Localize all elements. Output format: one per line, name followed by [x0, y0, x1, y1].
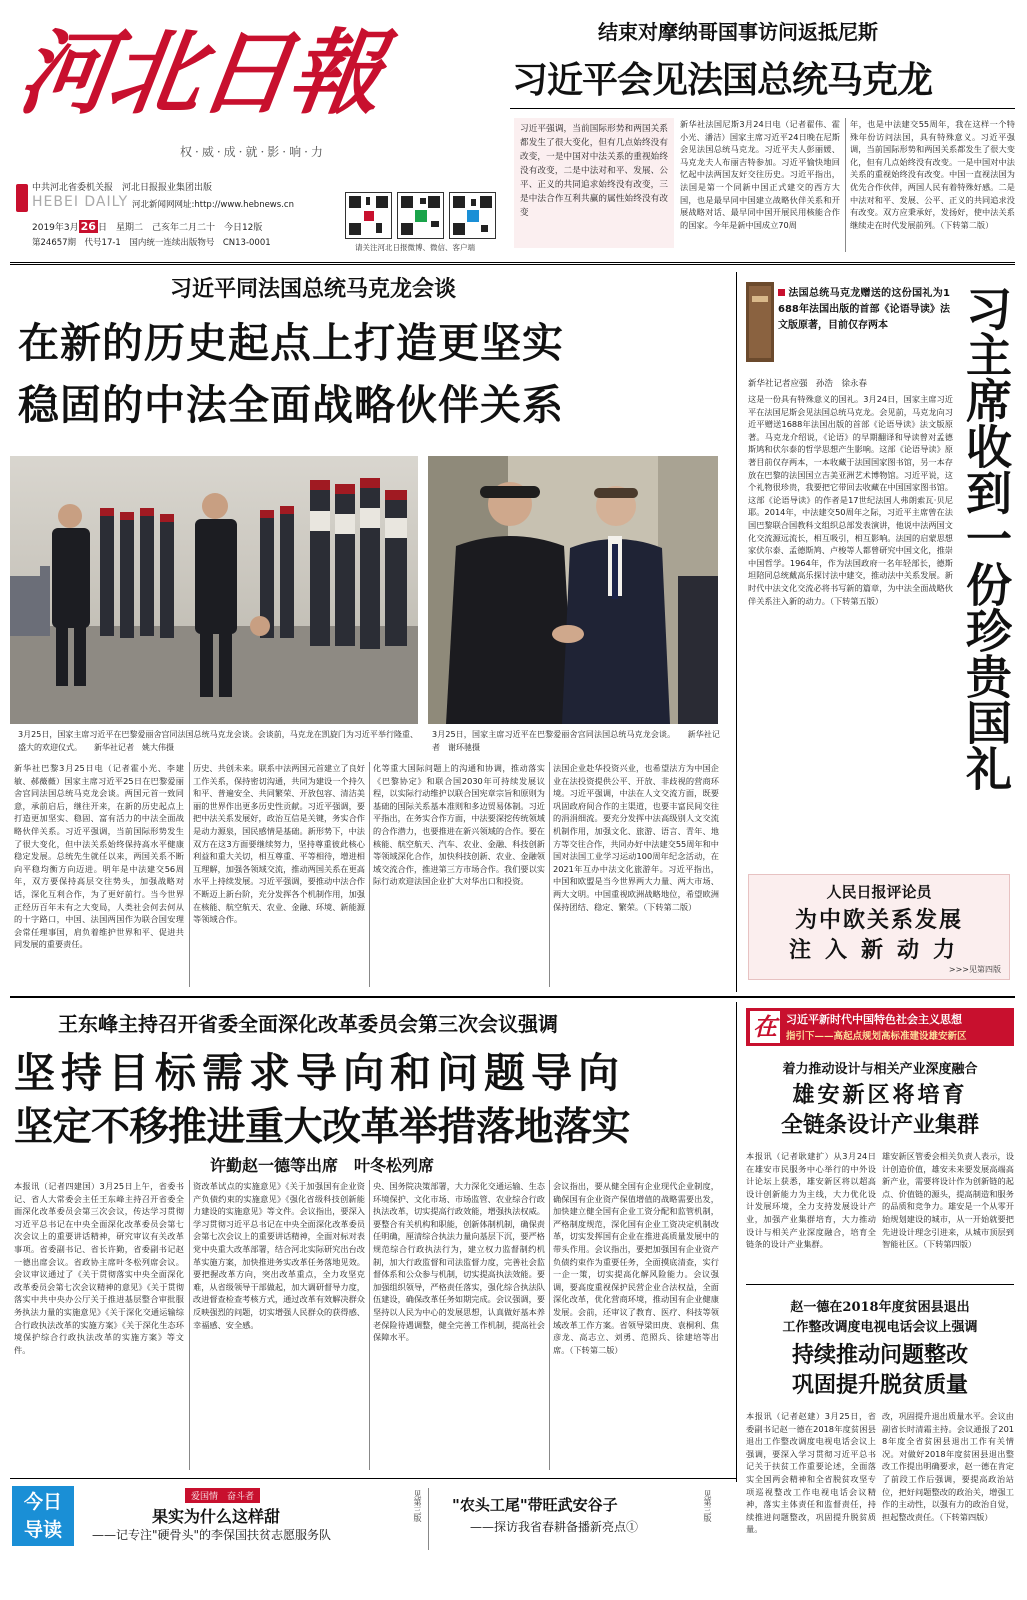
- gift-caption: 法国总统马克龙赠送的这份国礼为1688年法国出版的首部《论语导读》法文版原著，目前仅存两本: [778, 288, 950, 331]
- masthead-slogan: 权·威·成·就·影·响·力: [180, 145, 326, 159]
- poverty-title-2: 巩固提升脱贫质量: [791, 1372, 968, 1398]
- xiongan-banner: [746, 1008, 1014, 1046]
- today-index-badge[interactable]: 今日 导读: [12, 1486, 74, 1546]
- commentary-box[interactable]: [748, 874, 1010, 980]
- xiongan-banner-badge: 在: [750, 1011, 780, 1043]
- xiongan-title-2: 全链条设计产业集群: [780, 1112, 979, 1138]
- main-story-kicker: 习近平同法国总统马克龙会谈: [170, 276, 457, 302]
- promo-tag: 爱国情 奋斗者: [185, 1488, 260, 1503]
- commentary-title-2: 注入新动力: [788, 937, 969, 963]
- commentary-title-1: 为中欧关系发展: [794, 907, 963, 933]
- xiongan-banner-title: 习近平新时代中国特色社会主义思想: [786, 1013, 962, 1026]
- promo-1[interactable]: [92, 1502, 402, 1552]
- masthead-title: 河北日報: [12, 19, 388, 127]
- masthead-website: 河北新闻网网址:http://www.hebnews.cn: [132, 200, 294, 210]
- qr-caption: 请关注河北日报微博、微信、客户端: [355, 243, 475, 252]
- reform-col-4: 会议指出，要从健全国有企业现代企业制度，确保国有企业资产保值增值的战略需要出发，加快建立健全国有企业工资分配和监管机制，严格制度规范，深化国有企业工资决定机制改革，切实发挥国有企业在推进高质量发展中的带头作用。会议指出，要把加强国有企业资产负债约束作为重要任务，全面摸底清查，实行一企一策，切实提高化解风险能力。会议强调，要高度重视保护民营企业合法权益，全面深化改革，优化营商环境，推动国有企业健康发展。会前，还审议了教育、医疗、科技等领域改革工作方案。省领导梁田庚、袁桐利、焦彦龙、高志立、刘勇、范照兵、徐建培等出席。（下转第二版）: [553, 1181, 719, 1355]
- masthead-organ: 中共河北省委机关报 河北日报报业集团出版: [32, 183, 213, 193]
- poverty-col-2: 改，巩固提升退出质量水平。会议由副省长时清霜主持。会议通报了2018年度全省贫困县退出工作有关情况。对做好2018年度贫困县退出整改工作提出明确要求，赵一德在肯定了前段工作后强调，要提高政治站位，把好问题整改的政治关，增强工作的主动性，以强有力的政治自觉，担起整改责任。（下转第四版）: [882, 1411, 1014, 1522]
- qr-app-icon[interactable]: [449, 192, 496, 239]
- poverty-title-1: 持续推动问题整改: [791, 1342, 968, 1368]
- masthead-logo-mark: [16, 184, 28, 212]
- reform-headline-2: 坚定不移推进重大改革举措落地落实: [14, 1104, 631, 1150]
- xiongan-banner-sub: 指引下——高起点规划高标准建设雄安新区: [786, 1031, 967, 1042]
- masthead-english: HEBEI DAILY: [32, 194, 129, 210]
- promo-2-subtitle: ——探访我省春耕备播新亮点①: [470, 1520, 639, 1534]
- top-story-highlight: 习近平强调，当前国际形势和两国关系都发生了很大变化，但有几点始终没有改变，一是中国对中法关系的重视始终没有改变，二是中法对和平、发展、公平、正义的共同追求始终没有改变，三是中法合作互利共赢的属性始终没有改变: [514, 118, 674, 248]
- main-story-headline-2: 稳固的中法全面战略伙伴关系: [18, 381, 564, 429]
- reform-subhead: 许勤赵一德等出席 叶冬松列席: [210, 1156, 435, 1175]
- reform-col-2: 资改革试点的实施意见》《关于加强国有企业资产负债约束的实施意见》《强化省级科技创新能力建设的实施意见》等文件。会议指出，要深入学习贯彻习近平总书记在中央全面深化改革委员会第七次会议上的重要讲话精神，全面对标对表党中央重大改革部署，结合河北实际研究出台改革实施方案，加快推进务实改革任务落地见效。要把握改革方向，突出改革重点，全力攻坚克难，从省级领导干部做起，加大调研督导力度，改进督查检查考核方式，通过改革有效解决群众反映强烈的问题，切实增强人民群众的获得感、幸福感、安全感。: [193, 1181, 365, 1330]
- qr-weibo-icon[interactable]: [345, 192, 392, 239]
- reform-kicker: 王东峰主持召开省委全面深化改革委员会第三次会议强调: [58, 1012, 558, 1036]
- main-story-col-3: 化等重大国际问题上的沟通和协调，推动落实《巴黎协定》和联合国2030年可持续发展议程，以实际行动维护以联合国宪章宗旨和原则为基础的国际关系基本准则和多边贸易体制。习近平指出，在务实合作方面，中法要深挖传统领域的合作潜力，也要推进在新兴领域的合作。要在核能、航空航天、汽车、农业、金融、科技创新等领域深化合作，加快科技创新、农业、金融领域交流合作，推进第三方市场合作。我们要以实际行动欢迎法国企业扩大对华出口和投资。: [373, 763, 545, 887]
- photo-handshake: [428, 456, 718, 724]
- promo-1-subtitle: ——记专注"硬骨头"的李保国扶贫志愿服务队: [92, 1528, 332, 1542]
- top-story-kicker: 结束对摩纳哥国事访问返抵尼斯: [598, 20, 878, 44]
- main-story-col-1: 新华社巴黎3月25日电（记者霍小光、李建敏、郝薇薇）国家主席习近平25日在巴黎爱丽舍宫同法国总统马克龙会谈。两国元首一致同意，承前启后，继往开来，在新的历史起点上打造更加坚实、稳固、富有活力的中法全面战略伙伴关系。习近平强调，当前国际形势发生了很大变化，但中法关系始终保持高水平健康稳定发展。总统先生就任以来，两国关系不断向平稳均衡方向迈进。明年是中法建交56周年，双方要保持高层交往势头，加强战略对话，深化互利合作，为了更好前行。当今世界正经历百年未有之大变局，人类社会何去何从的十字路口，中国、法国两国作为联合国安理会常任理事国，肩负着维护世界和平、促进共同发展的重要责任。: [14, 763, 184, 950]
- sidebar-gift-vertical-title: 习主席收到一份珍贵国礼: [959, 285, 1013, 791]
- reform-headline-1: 坚持目标需求导向和问题导向: [14, 1049, 625, 1097]
- caption-marker-icon: [778, 289, 785, 296]
- reform-col-1: 本报讯（记者四建国）3月25日上午，省委书记、省人大常委会主任王东峰主持召开省委全面深化改革委员会第三次会议，传达学习贯彻习近平总书记在中央全面深化改革委员会第七次会议上的重要讲话精神，研究审议有关改革事项。省委副书记、省长许勤，省委副书记赵一德出席会议。省政协主席叶冬松列席会议。会议审议通过了《关于贯彻落实中央全面深化改革委员会第七次会议精神的意见》《关于贯彻落实中共中央办公厅关于推进基层整合审批服务执法力量的实施意见》《关于深化交通运输综合行政执法改革的实施方案》《关于深化生态环境保护综合行政执法改革的实施方案》等文件。: [14, 1181, 184, 1355]
- gift-byline: 新华社记者应强 孙浩 徐永春: [748, 379, 868, 389]
- caption-arc-ceremony: 3月25日，国家主席习近平在巴黎爱丽舍宫同法国总统马克龙会谈。会谈前，马克龙在凯旋门为习近平举行隆重、盛大的欢迎仪式。 新华社记者 姚大伟摄: [18, 730, 418, 752]
- gift-photo: [746, 282, 774, 362]
- photo-arc-ceremony: [10, 456, 418, 724]
- xiongan-col-1: 本报讯（记者耿建扩）从3月24日在雄安市民服务中心举行的中外设计论坛上获悉，雄安新区将以超高设计创新能力为主线，大力优化设计发展环境，全力支持发展设计产业，加强产业集群培育，大力推动设计与相关产业深度融合，培育全链条的设计产业集群。: [746, 1151, 876, 1250]
- top-story-col-2: 新华社法国尼斯3月24日电（记者翟伟、霍小光、潘洁）国家主席习近平24日晚在尼斯会见法国总统马克龙。习近平夫人彭丽媛、马克龙夫人布丽吉特参加。习近平愉快地回忆起中法两国友好交往历史。习近平指出，法国是第一个同新中国正式建交的西方大国，也是最早同中国建立战略伙伴关系和开展战略对话、最早同中国开展民用核能合作的国家。今年是新中国成立70周: [680, 119, 840, 230]
- masthead-date: 2019年3月 26 日 星期二 己亥年二月二十 今日12版: [32, 220, 263, 233]
- xiongan-kicker: 着力推动设计与相关产业深度融合: [782, 1062, 978, 1077]
- promo-1-title: 果实为什么这样甜: [152, 1507, 281, 1526]
- poverty-col-1: 本报讯（记者赵建）3月25日，省委副书记赵一德在2018年度贫困县退出工作整改调度电视电话会议上强调，要深入学习贯彻习近平总书记关于扶贫工作重要论述，全面落实全国两会精神和全省脱贫攻坚专项巡视整改工作电视电话会议精神，落实主体责任和监督责任，持续推进问题整改，巩固提升脱贫质量。: [746, 1411, 876, 1535]
- top-story-headline: 习近平会见法国总统马克龙: [512, 59, 933, 101]
- promo-2-page[interactable]: 见第三版: [703, 1490, 712, 1522]
- gift-text: 这是一份具有特殊意义的国礼。3月24日，国家主席习近平在法国尼斯会见法国总统马克龙。会见前，马克龙向习近平赠送1688年法国出版的首部《论语导读》法文版原著。马克龙介绍说，《论语》的早期翻译和导读曾对孟德斯鸠和伏尔泰的哲学思想产生影响。这部《论语导读》原著目前仅存两本，一本收藏于法国国家图书馆，另一本存放在巴黎的法国国立吉美亚洲艺术博物馆。习近平说，这个礼物很珍贵，我要把它带回去收藏在中国国家图书馆。这部《论语导读》的作者是17世纪法国人弗朗索瓦·贝尼耶。2014年，中法建交50周年之际，习近平主席曾在法国巴黎联合国教科文组织总部发表演讲，他说中法两国文化交流源远流长，相互吸引，相互影响。法国的启蒙思想家伏尔泰、孟德斯鸠、卢梭等人都曾研究中国文化，推崇中国哲学。1964年，作为法国政府一名年轻部长，德斯坦陪同总统戴高乐探讨法中建交，推动法中关系发展。新时代中法文化交流必将书写新的篇章，为中法全面战略伙伴关系注入新的动力。（下转第五版）: [748, 394, 953, 606]
- main-story-headline-1: 在新的历史起点上打造更坚实: [18, 319, 564, 367]
- poverty-kicker-2: 工作整改调度电视电话会议上强调: [782, 1320, 978, 1335]
- xiongan-col-2: 雄安新区管委会相关负责人表示，设计创造价值，雄安未来要发展高端高新产业，需要将设计作为创新链的起点、价值链的源头，提高制造和服务的品质和竞争力。雄安是一个从零开始规划建设的城市，从一开始就要把先进设计理念引进来，从城市顶层到智能社区。（下转第四版）: [882, 1151, 1014, 1250]
- masthead-issue: 第24657期 代号17-1 国内统一连续出版物号 CN13-0001: [32, 238, 271, 248]
- reform-col-3: 央、国务院决策部署，大力深化交通运输、生态环境保护、文化市场、市场监管、农业综合行政执法改革，切实提高行政效能，增强执法权威。要整合有关机构和职能，创新体制机制，确保责任明确，厘清综合执法力量向基层下沉，要严格规范综合行政执法行为，建立权力监督制约机制，加大行政监督和司法监督力度，完善社会监督体系和公众参与机制，切实提高执法效能。要加强组织领导，严格责任落实，强化综合执法队伍建设，确保改革任务如期完成。会议强调，要坚持以人民为中心的发展思想，认真做好基本养老保险待遇调整，健全完善工作机制，提高社会保障水平。: [373, 1181, 545, 1343]
- commentary-label: 人民日报评论员: [826, 883, 932, 901]
- qr-wechat-icon[interactable]: [397, 192, 444, 239]
- poverty-kicker-1: 赵一德在2018年度贫困县退出: [790, 1300, 970, 1315]
- xiongan-title-1: 雄安新区将培育: [792, 1082, 968, 1108]
- promo-2[interactable]: [440, 1490, 690, 1550]
- top-story-col-3: 年，也是中法建交55周年，我在这样一个特殊年份访问法国，具有特殊意义。习近平强调，当前国际形势和两国关系都发生了很大变化，但有几点始终没有改变。一是中国对中法关系的重视始终没有改变。中国一直视法国为优先合作伙伴，两国人民有着特殊好感。二是中法对和平、发展、公平、正义的共同追求没有改变。双方应秉承好，发扬好，使中法关系继续走在时代发展前列。（下转第二版）: [850, 119, 1015, 230]
- commentary-jump[interactable]: >>>见第四版: [948, 965, 1001, 974]
- main-story-col-2: 历史、共创未来。联系中法两国元首建立了良好工作关系，保持密切沟通，共同为建设一个持久和平、普遍安全、共同繁荣、开放包容、清洁美丽的世界作出更多历史性贡献。习近平强调，要把中法关系发展好，政治互信是关键，务实合作是动力源泉，国民感情是基础。新形势下，中法双方在这3方面要继续努力，坚持尊重彼此核心利益和重大关切，相互尊重、平等相待，增进相互理解，加强各领域交流，推动两国关系在更高水平上持续发展。习近平强调，要推动中法合作不断迈上新台阶，充分发挥各个机制作用，加强在核能、航空航天、农业、金融、环境、新能源等领域合作。: [193, 763, 365, 925]
- promo-1-page[interactable]: 见第三版: [413, 1490, 422, 1522]
- main-story-col-4: 法国企业赴华投资兴业，也希望法方为中国企业在法投资提供公平、开放、非歧视的营商环境。习近平强调，中法在人文交流方面，既要巩固政府间合作的主渠道，也要丰富民间交往的涓涓细流。要充分发挥中法高级别人文交流机制作用，加强文化、旅游、语言、青年、地方等交往合作，共同办好中法建交55周年和中国对法国工业学习运动100周年纪念活动，在2021年互办中法文化旅游年。习近平指出，中国和欧盟是当今世界两大力量、两大市场、两大文明。中国重视欧洲战略地位，希望欧洲保持团结、稳定、繁荣。（下转第二版）: [553, 763, 719, 912]
- promo-2-title: "农头工尾"带旺武安谷子: [452, 1496, 618, 1514]
- date-day-badge: 26: [80, 220, 96, 233]
- caption-handshake: 3月25日，国家主席习近平在巴黎爱丽舍宫同法国总统马克龙会谈。 新华社记者 谢环驰摄: [432, 730, 720, 752]
